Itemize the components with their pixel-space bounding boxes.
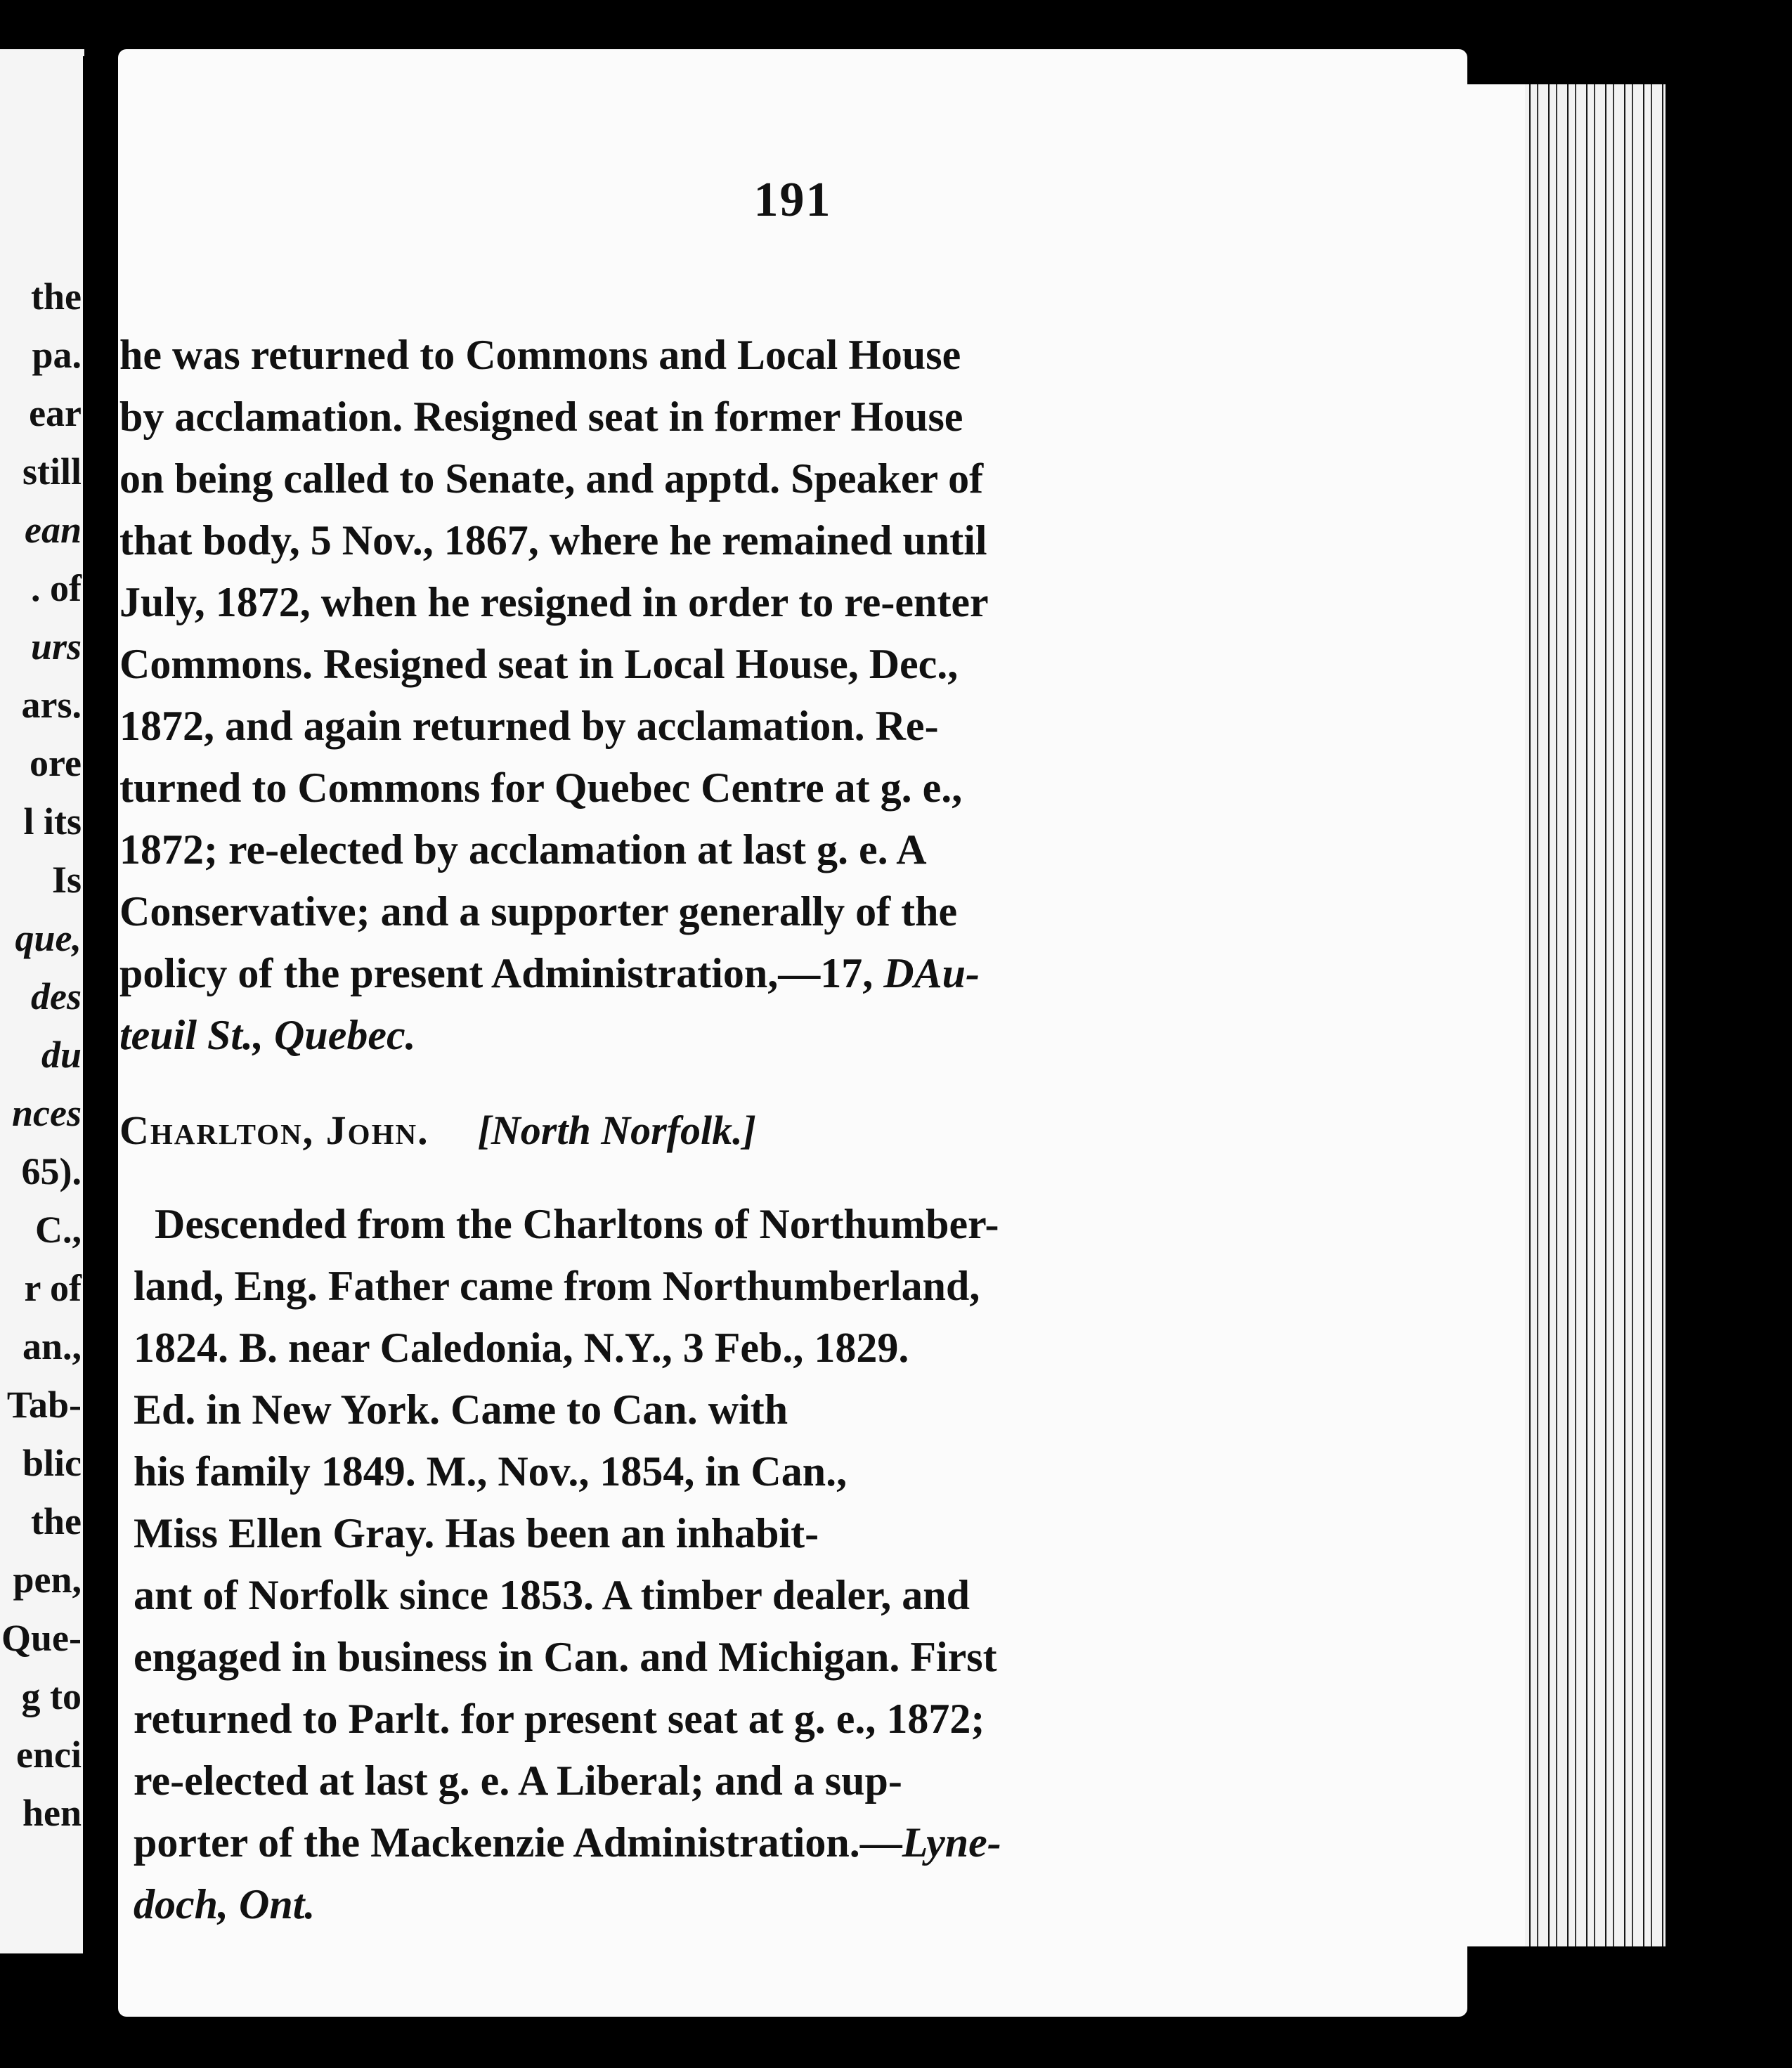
margin-fragment: ear <box>29 392 82 434</box>
address-italic: teuil St., Quebec. <box>119 1012 416 1058</box>
text-line: Ed. in New York. Came to Can. with <box>134 1386 788 1433</box>
text-line: returned to Parlt. for present seat at g. e., 1872; <box>134 1696 985 1742</box>
page-stack-edge <box>1525 84 1666 1946</box>
margin-fragment: C., <box>35 1209 82 1251</box>
address-line <box>119 1014 416 1056</box>
policy-text: policy of the present Administration,—17, <box>119 950 884 996</box>
policy-text-italic: DAu- <box>883 950 980 996</box>
text-line: 1872, and again returned by acclamation. Re- <box>119 703 939 749</box>
text-line: on being called to Senate, and apptd. Speaker of <box>119 455 984 502</box>
text-line: Miss Ellen Gray. Has been an inhabit- <box>134 1510 819 1556</box>
margin-fragment: blic <box>22 1442 82 1484</box>
margin-fragment: g to <box>21 1675 82 1717</box>
text-line: land, Eng. Father came from Northumberland, <box>134 1263 980 1309</box>
background-right <box>1666 0 1792 2068</box>
text-line-last <box>134 1821 1001 1864</box>
margin-fragment: urs <box>30 625 82 668</box>
margin-fragment: hen <box>22 1792 82 1834</box>
text-line: Conservative; and a supporter generally of the <box>119 888 958 935</box>
margin-fragment: nces <box>12 1092 82 1134</box>
margin-fragment: pen, <box>13 1559 82 1601</box>
text-line: 1824. B. near Caledonia, N.Y., 3 Feb., 1829. <box>134 1325 909 1371</box>
address-line <box>134 1883 315 1925</box>
margin-fragment: Que- <box>1 1617 82 1659</box>
entry-constituency: [North Norfolk.] <box>477 1107 756 1153</box>
last-line-italic: Lyne- <box>902 1819 1001 1866</box>
address-italic: doch, Ont. <box>134 1881 316 1927</box>
book-page <box>118 49 1467 2017</box>
margin-fragment: 65). <box>21 1150 82 1192</box>
text-line: by acclamation. Resigned seat in former House <box>119 394 963 440</box>
text-line: 1872; re-elected by acclamation at last g. e. A <box>119 826 927 873</box>
margin-fragment: enci <box>16 1734 82 1776</box>
margin-fragment: the <box>31 275 82 318</box>
text-line: that body, 5 Nov., 1867, where he remained until <box>119 517 987 564</box>
text-line: his family 1849. M., Nov., 1854, in Can., <box>134 1448 848 1495</box>
margin-fragment: du <box>41 1034 82 1076</box>
margin-fragment: still <box>22 450 82 493</box>
text-line: Descended from the Charltons of Northumber- <box>155 1201 999 1247</box>
last-line-text: porter of the Mackenzie Administration.— <box>134 1819 902 1866</box>
entry-heading <box>119 1107 756 1153</box>
text-line: re-elected at last g. e. A Liberal; and a sup- <box>134 1757 902 1804</box>
text-line: turned to Commons for Quebec Centre at g. e., <box>119 765 963 811</box>
margin-fragment: ore <box>30 742 82 784</box>
margin-fragment: . of <box>31 567 82 609</box>
margin-fragment: ean <box>25 509 82 551</box>
margin-fragment: l its <box>23 800 82 843</box>
adjacent-page-strip <box>0 49 84 1953</box>
text-line: July, 1872, when he resigned in order to re-enter <box>119 579 989 625</box>
margin-fragment: r of <box>24 1267 82 1309</box>
page-number: 191 <box>753 173 832 227</box>
margin-fragment: des <box>31 975 82 1017</box>
margin-fragment: que, <box>15 917 82 959</box>
margin-fragment: ars. <box>21 684 82 726</box>
text-line: engaged in business in Can. and Michigan. First <box>134 1634 997 1680</box>
margin-fragment: the <box>31 1500 82 1542</box>
margin-fragment: pa. <box>32 334 82 376</box>
text-line: ant of Norfolk since 1853. A timber dealer, and <box>134 1572 970 1618</box>
margin-fragment: Is <box>51 859 82 901</box>
text-line: he was returned to Commons and Local House <box>119 332 961 378</box>
text-line-policy <box>119 952 980 994</box>
margin-fragment: Tab- <box>6 1384 82 1426</box>
text-line: Commons. Resigned seat in Local House, Dec., <box>119 641 959 687</box>
margin-fragment: an., <box>22 1325 82 1367</box>
entry-name: Charlton, John. <box>119 1107 429 1153</box>
